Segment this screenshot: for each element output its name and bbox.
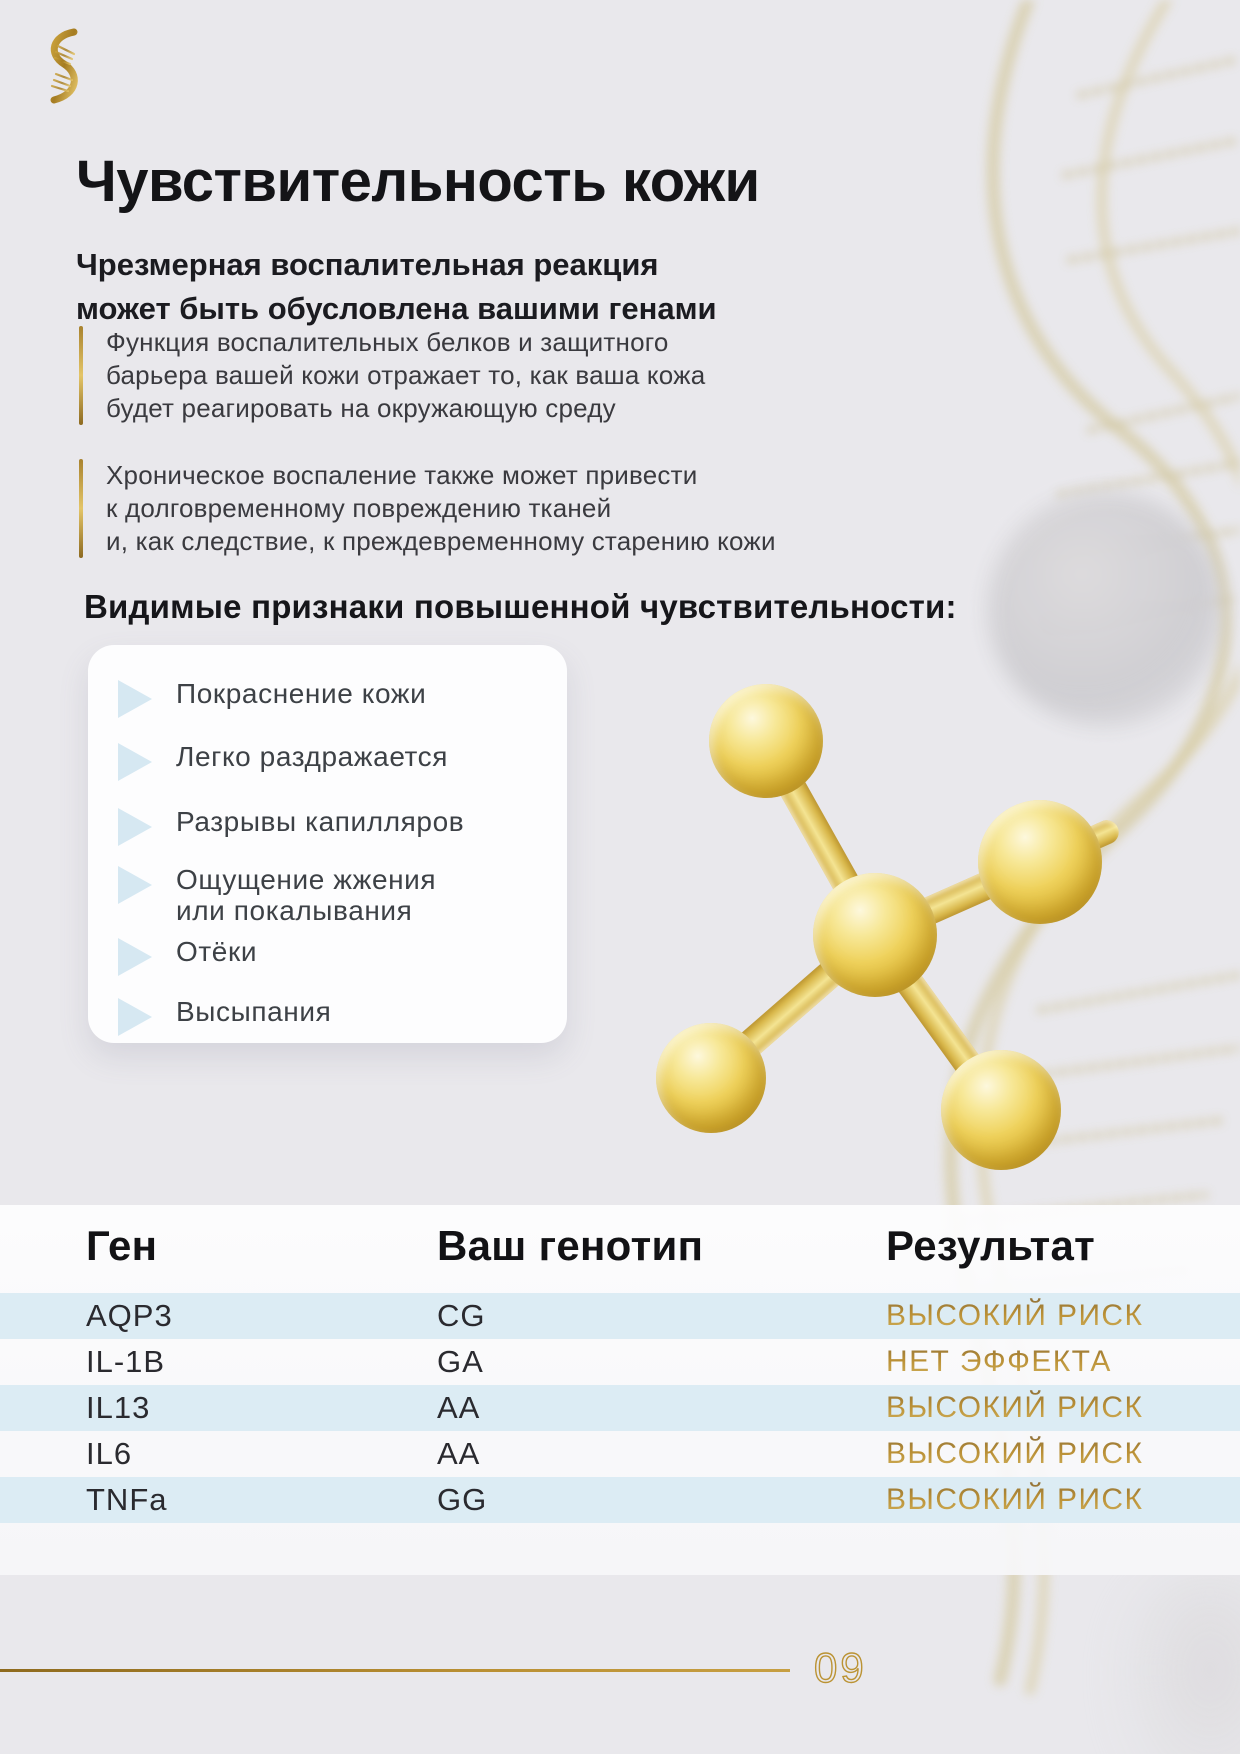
column-header-result: Результат — [886, 1222, 1095, 1269]
gold-molecule-illustration — [560, 580, 1120, 1180]
genotype-cell: GG — [437, 1482, 488, 1517]
paragraph-line: Функция воспалительных белков и защитного — [106, 327, 669, 357]
triangle-right-icon — [118, 938, 152, 976]
blurred-sphere-decoration — [988, 492, 1223, 727]
paragraph-line: будет реагировать на окружающую среду — [106, 393, 616, 423]
gold-accent-bar — [79, 326, 83, 425]
sign-label: Покраснение кожи — [176, 678, 427, 709]
molecule-bond — [869, 849, 1045, 948]
result-cell: ВЫСОКИЙ РИСК — [886, 1385, 1143, 1431]
molecule-atom — [978, 800, 1102, 924]
intro-paragraph — [79, 459, 776, 558]
triangle-right-icon — [118, 680, 152, 718]
molecule-atom — [941, 1050, 1061, 1170]
sign-label: Разрывы капилляров — [176, 806, 465, 837]
paragraph-line: Хроническое воспаление также может привести — [106, 460, 698, 490]
genetics-table — [0, 1205, 1240, 1575]
sign-label: Легко раздражается — [176, 741, 449, 772]
triangle-right-icon — [118, 866, 152, 904]
paragraph-line: барьера вашей кожи отражает то, как ваша кожа — [106, 360, 706, 390]
list-item — [118, 936, 257, 976]
table-body — [0, 1293, 1240, 1523]
gold-accent-bar — [79, 459, 83, 558]
list-item — [118, 864, 486, 926]
genotype-cell: AA — [437, 1436, 481, 1471]
molecule-bond — [1035, 816, 1122, 872]
subtitle-line: Чрезмерная воспалительная реакция — [76, 247, 659, 282]
page-subtitle — [76, 243, 717, 331]
gene-cell: TNFa — [86, 1482, 168, 1517]
sign-label: Отёки — [176, 936, 258, 967]
gene-cell: IL-1B — [86, 1344, 166, 1379]
molecule-atom — [709, 684, 823, 798]
result-cell: ВЫСОКИЙ РИСК — [886, 1477, 1143, 1523]
triangle-right-icon — [118, 743, 152, 781]
gene-cell: IL13 — [86, 1390, 151, 1425]
molecule-bond — [754, 735, 887, 942]
page-number: 09 — [814, 1644, 867, 1691]
gene-cell: IL6 — [86, 1436, 133, 1471]
paragraph-line: и, как следствие, к преждевременному старению кожи — [106, 526, 776, 556]
sign-label: Высыпания — [176, 996, 332, 1027]
triangle-right-icon — [118, 808, 152, 846]
column-header-genotype: Ваш генотип — [437, 1222, 704, 1269]
molecule-bond — [864, 927, 1013, 1119]
result-cell: ВЫСОКИЙ РИСК — [886, 1431, 1143, 1477]
subtitle-line: может быть обусловлена вашими генами — [76, 291, 717, 326]
intro-paragraph-text — [106, 326, 705, 425]
molecule-bond — [702, 924, 885, 1088]
molecule-atom — [656, 1023, 766, 1133]
intro-paragraph — [79, 326, 705, 425]
column-header-gene: Ген — [86, 1222, 158, 1269]
genotype-cell: GA — [437, 1344, 484, 1379]
table-row — [0, 1431, 1240, 1477]
molecule-atom — [813, 873, 937, 997]
table-row — [0, 1385, 1240, 1431]
genotype-cell: AA — [437, 1390, 481, 1425]
sign-label: Ощущение жжения или покалывания — [176, 864, 437, 926]
signs-heading: Видимые признаки повышенной чувствительности: — [84, 588, 957, 625]
result-cell: ВЫСОКИЙ РИСК — [886, 1293, 1143, 1339]
table-row — [0, 1293, 1240, 1339]
gene-cell: AQP3 — [86, 1298, 173, 1333]
result-cell: НЕТ ЭФФЕКТА — [886, 1339, 1112, 1385]
page-title: Чувствительность кожи — [76, 149, 760, 214]
genotype-cell: CG — [437, 1298, 486, 1333]
list-item — [118, 678, 426, 718]
table-row — [0, 1477, 1240, 1523]
paragraph-line: к долговременному повреждению тканей — [106, 493, 612, 523]
list-item — [118, 996, 331, 1036]
intro-paragraph-text — [106, 459, 776, 558]
triangle-right-icon — [118, 998, 152, 1036]
list-item — [118, 806, 464, 846]
list-item — [118, 741, 448, 781]
brand-logo-dna-icon — [40, 26, 88, 108]
signs-card — [88, 645, 567, 1043]
blurred-strand-decoration — [1110, 1570, 1240, 1754]
footer-divider-line — [0, 1669, 790, 1672]
table-row — [0, 1339, 1240, 1385]
